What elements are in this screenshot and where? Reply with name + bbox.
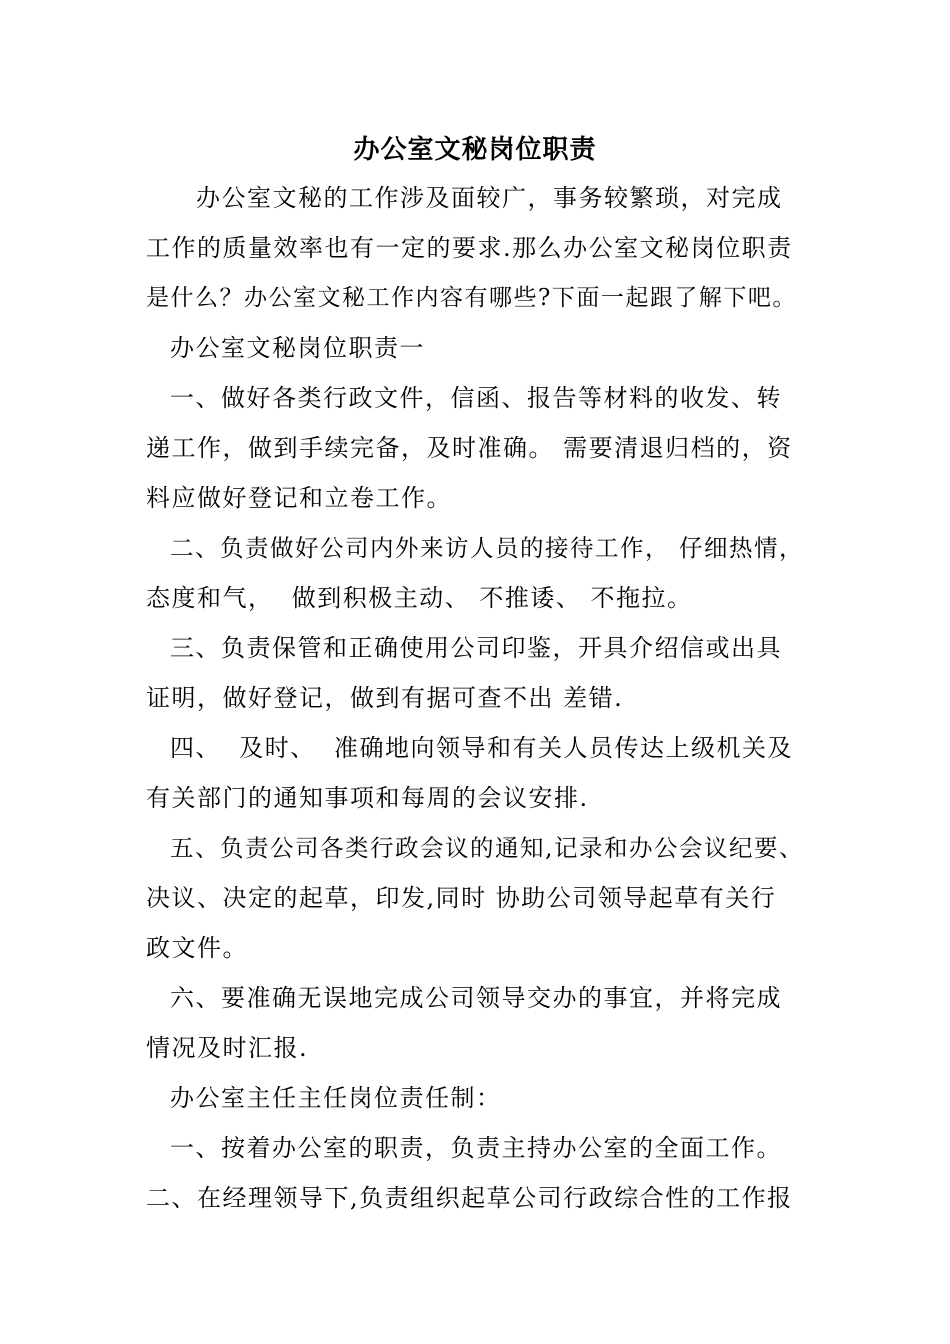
body-line: 是什么？办公室文秘工作内容有哪些?下面一起跟了解下吧。 [146, 285, 797, 311]
body-line: 二、在经理领导下,负责组织起草公司行政综合性的工作报 [146, 1184, 793, 1212]
body-line: 证明，做好登记，做到有据可查不出 差错. [146, 684, 624, 712]
body-line: 情况及时汇报. [146, 1034, 309, 1062]
body-line: 四、 及时、 准确地向领导和有关人员传达上级机关及 [170, 734, 794, 762]
body-line: 决议、决定的起草，印发,同时 协助公司领导起草有关行 [146, 884, 777, 912]
body-line: 态度和气， 做到积极主动、 不推诿、 不拖拉。 [146, 584, 693, 612]
body-line: 工作的质量效率也有一定的要求.那么办公室文秘岗位职责 [146, 234, 793, 262]
body-line: 有关部门的通知事项和每周的会议安排. [146, 784, 589, 812]
body-line: 递工作，做到手续完备，及时准确。 需要清退归档的，资 [146, 434, 793, 462]
body-line: 六、要准确无误地完成公司领导交办的事宜，并将完成 [170, 984, 782, 1012]
body-line: 料应做好登记和立卷工作。 [146, 484, 452, 512]
section-heading: 办公室主任主任岗位责任制： [170, 1084, 502, 1112]
body-line: 办公室文秘的工作涉及面较广，事务较繁琐，对完成 [196, 184, 783, 212]
body-line: 一、做好各类行政文件，信函、报告等材料的收发、转 [170, 384, 782, 412]
body-line: 政文件。 [146, 934, 248, 962]
body-line: 五、负责公司各类行政会议的通知,记录和办公会议纪要、 [170, 834, 804, 862]
body-line: 三、负责保管和正确使用公司印鉴，开具介绍信或出具 [170, 634, 782, 662]
body-line: 二、负责做好公司内外来访人员的接待工作， 仔细热情， [170, 534, 804, 562]
document-title: 办公室文秘岗位职责 [353, 135, 597, 165]
section-heading: 办公室文秘岗位职责一 [170, 334, 425, 362]
body-line: 一、按着办公室的职责，负责主持办公室的全面工作。 [170, 1134, 782, 1162]
